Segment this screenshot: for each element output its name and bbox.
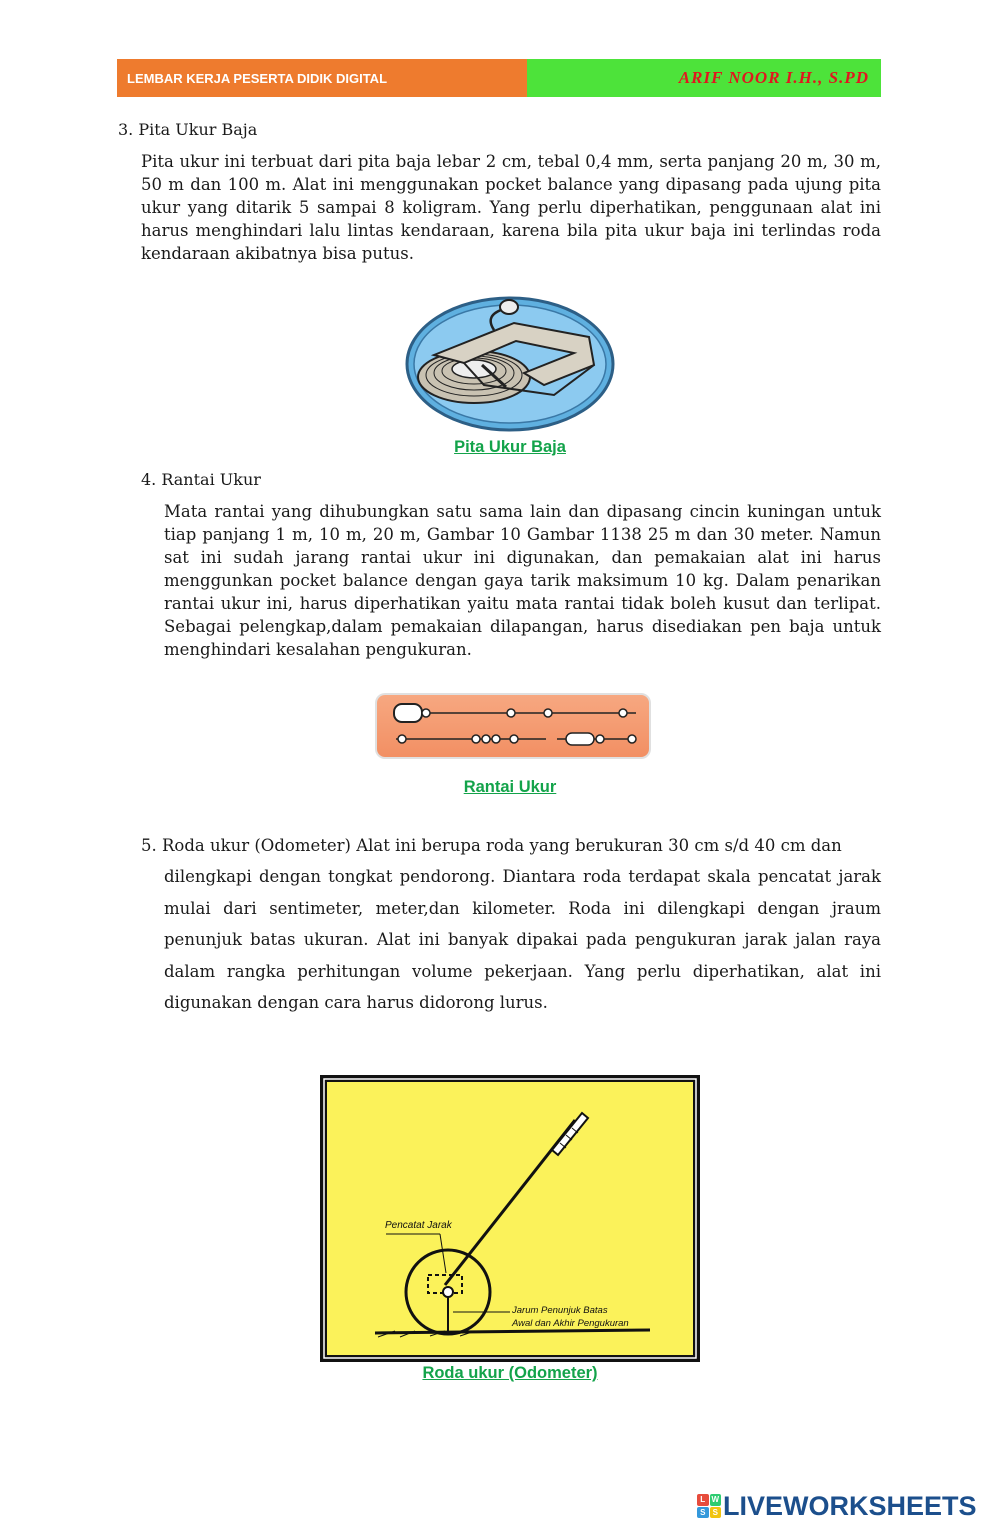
figure-caption-pita-ukur-baja: Pita Ukur Baja [454, 438, 566, 456]
figure-caption-roda-ukur: Roda ukur (Odometer) [422, 1364, 598, 1382]
liveworksheets-brand[interactable] [697, 1490, 977, 1522]
author-name: ARIF NOOR I.H., S.PD [527, 59, 881, 97]
liveworksheets-logo-icon: L W S S [697, 1494, 721, 1518]
section-heading-roda-ukur: 5. Roda ukur (Odometer) Alat ini berupa roda yang berukuran 30 cm s/d 40 cm dan [141, 836, 842, 855]
section-heading-pita-ukur-baja: 3. Pita Ukur Baja [118, 120, 258, 139]
section-heading-rantai-ukur: 4. Rantai Ukur [141, 470, 261, 489]
brand-name: LIVEWORKSHEETS [723, 1490, 977, 1521]
label-jarum-line1: Jarum Penunjuk Batas [512, 1305, 608, 1316]
page-header [117, 59, 881, 97]
measuring-chain-icon [374, 692, 652, 760]
label-pencatat-jarak: Pencatat Jarak [385, 1220, 452, 1231]
section-body-rantai-ukur: Mata rantai yang dihubungkan satu sama lain dan dipasang cincin kuningan untuk tiap panjang 1 m, 10 m, 20 m, Gambar 10 Gambar 1138 25 m dan 30 meter. Namun sat ini sudah jarang rantai ukur ini digunakan, dan pemakaian alat ini harus menggunkan pocket balance dengan gaya tarik maksimum 10 kg. Dalam penarikan rantai ukur ini, harus diperhatikan yaitu mata rantai tidak boleh kusut dan terlipat. Sebagai pelengkap,dalam pemakaian dilapangan, harus disediakan pen baja untuk menghindari kesalahan pengukuran. [164, 502, 881, 659]
steel-tape-reel-icon [404, 295, 616, 433]
odometer-wheel-icon [320, 1075, 700, 1362]
figure-caption-rantai-ukur: Rantai Ukur [463, 778, 557, 796]
section-body-pita-ukur-baja: Pita ukur ini terbuat dari pita baja lebar 2 cm, tebal 0,4 mm, serta panjang 20 m, 30 m, 50 m dan 100 m. Alat ini menggunakan pocket balance yang dipasang pada ujung pita ukur yang ditarik 5 sampai 8 koligram. Yang perlu diperhatikan, penggunaan alat ini harus menghindari lalu lintas kendaraan, karena bila pita ukur baja ini terlindas roda kendaraan akibatnya bisa putus. [141, 152, 881, 263]
label-jarum-line2: Awal dan Akhir Pengukuran [512, 1318, 629, 1329]
section-body-roda-ukur: dilengkapi dengan tongkat pendorong. Diantara roda terdapat skala pencatat jarak mulai dari sentimeter, meter,dan kilometer. Roda ini dilengkapi dengan jraum penunjuk batas ukuran. Alat ini banyak dipakai pada pengukuran jarak jalan raya dalam rangka perhitungan volume pekerjaan. Yang perlu diperhatikan, alat ini digunakan dengan cara harus didorong lurus. [164, 867, 881, 1012]
worksheet-title: LEMBAR KERJA PESERTA DIDIK DIGITAL [117, 59, 527, 97]
